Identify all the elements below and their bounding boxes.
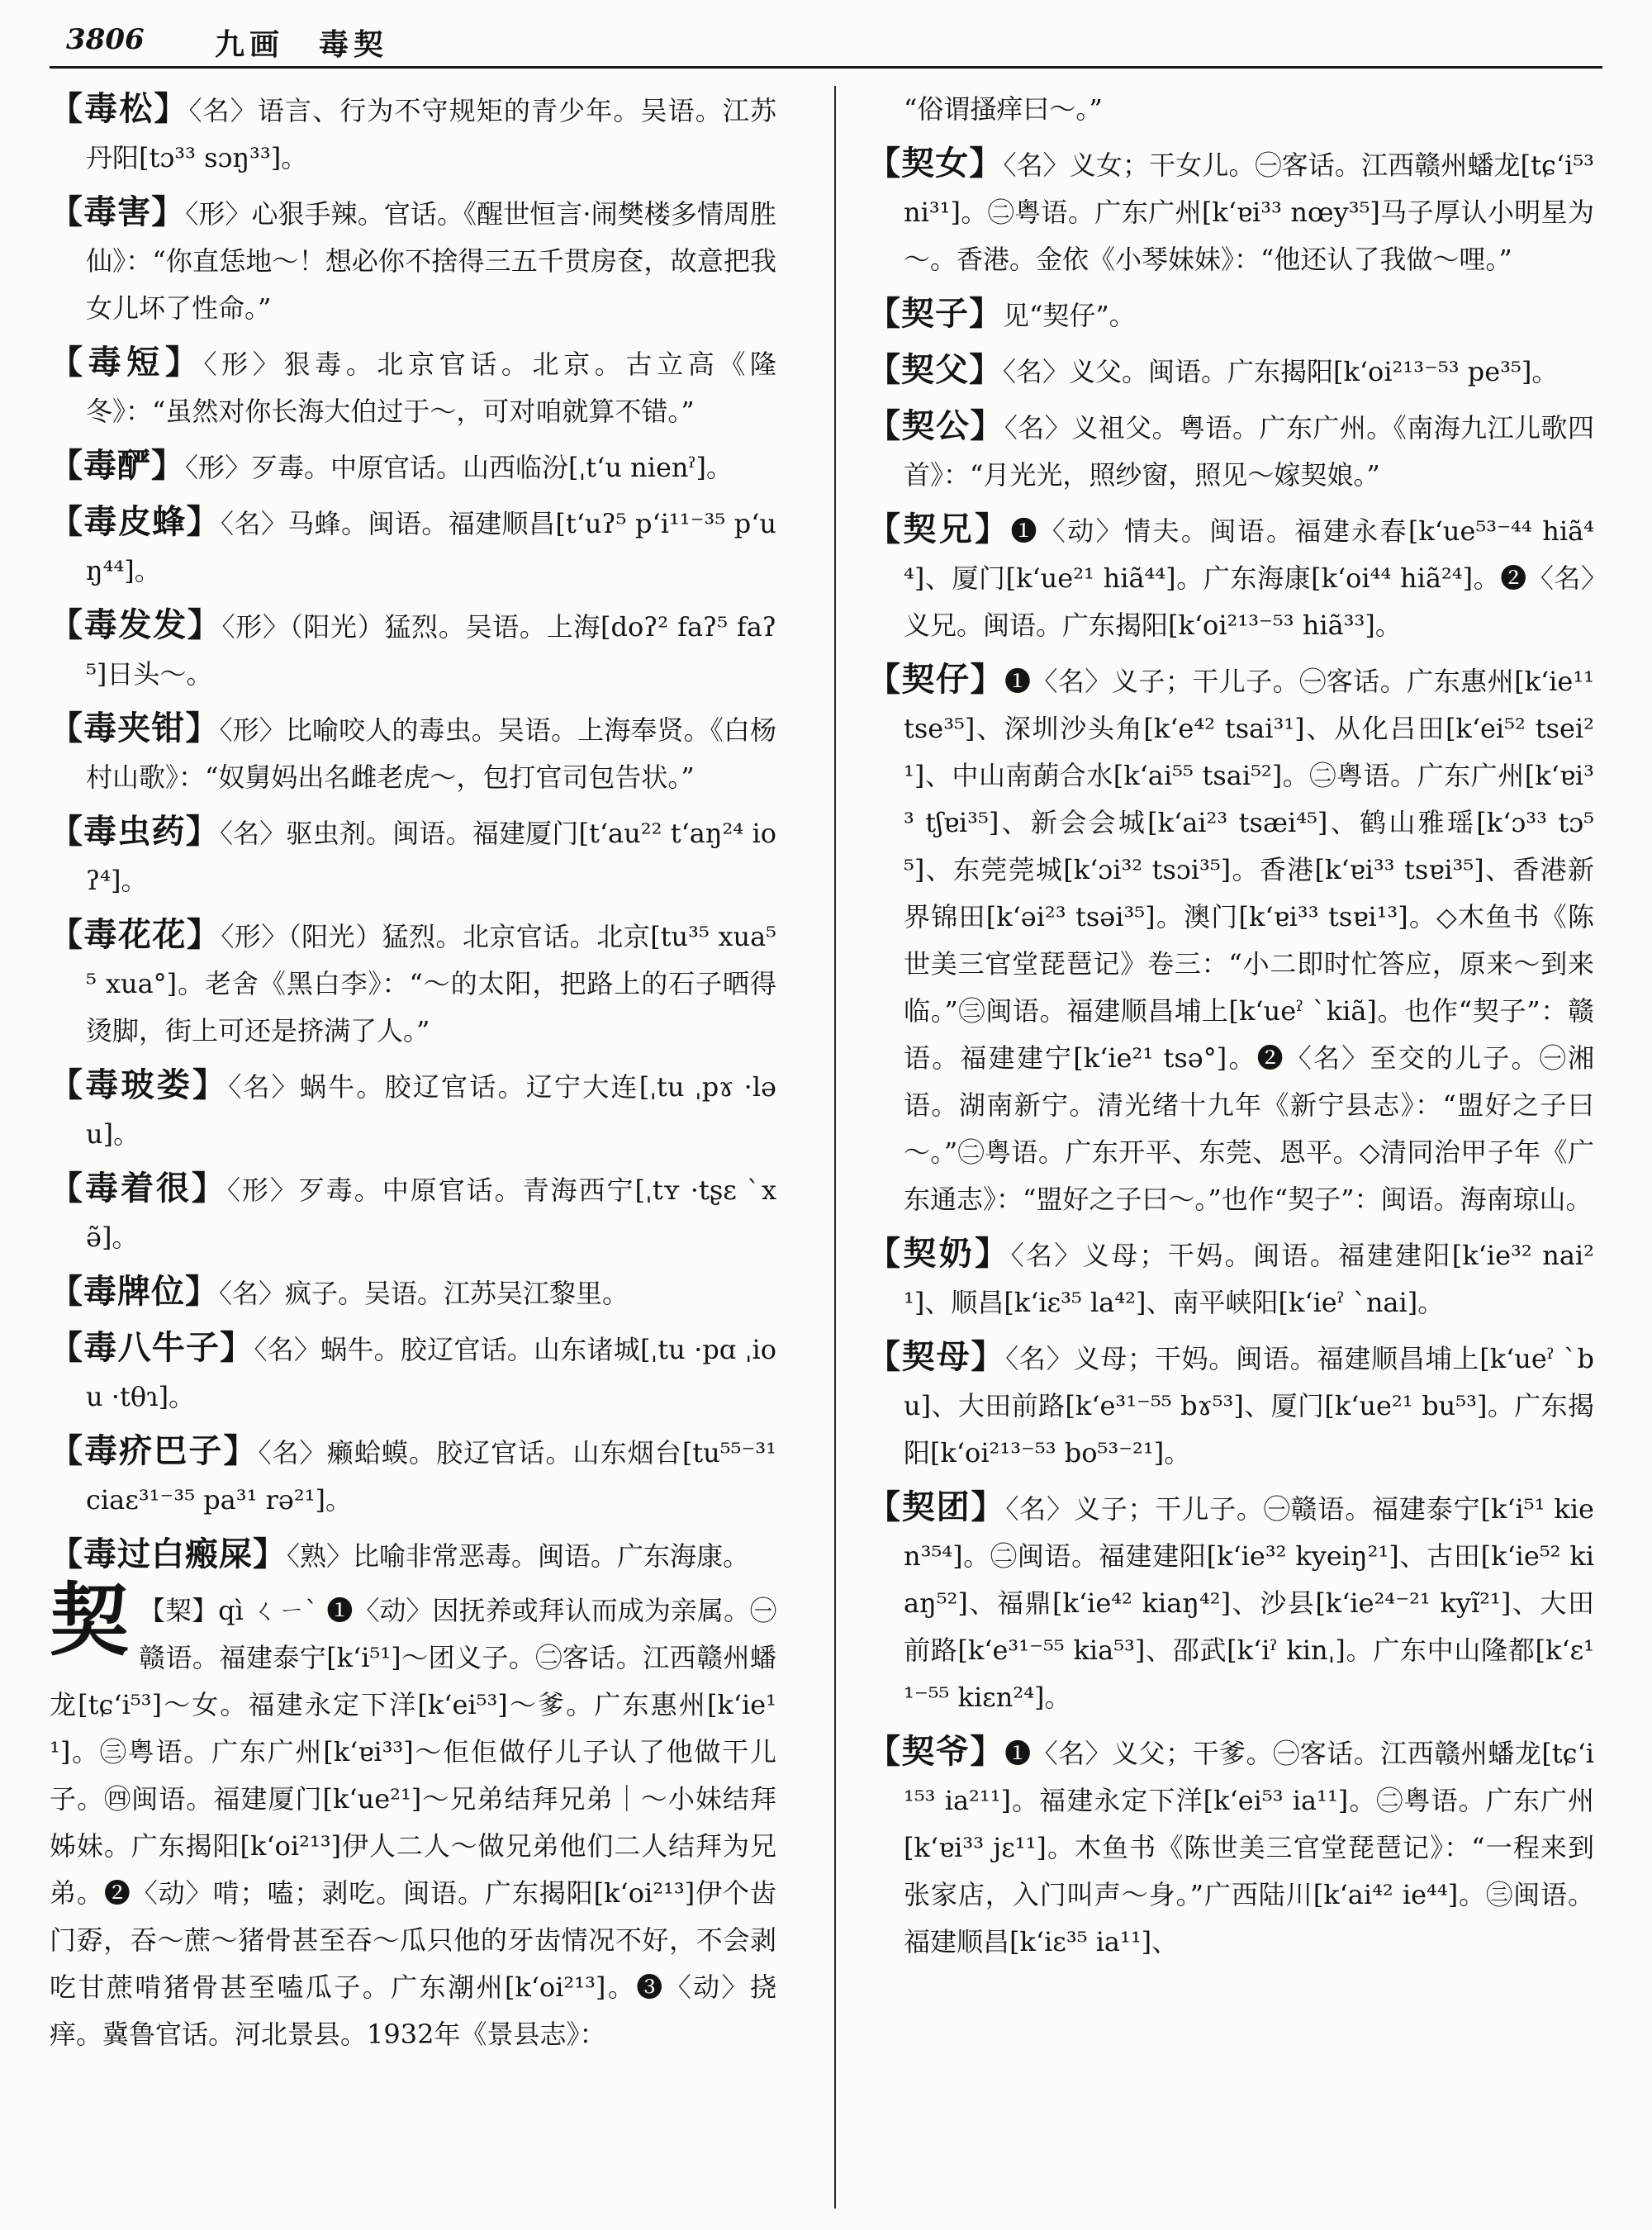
dictionary-entry <box>50 1269 776 1317</box>
character-entry <box>50 1574 776 2058</box>
column-divider <box>834 86 836 2209</box>
entry-definition: ❶〈名〉义父；干爹。㊀客话。江西赣州蟠龙[tɕʻi¹⁵³ ia²¹¹]。福建永定下洋[kʻei⁵³ ia¹¹]。㊁粤语。广东广州[kʻɐi³³ jɛ¹¹]。木鱼书《陈世美三官堂琵琶记》：“一程来到张家店，入门叫声～身。”广西陆川[kʻai⁴² ie⁴⁴]。㊂闽语。福建顺昌[kʻiɛ³⁵ ia¹¹]、 <box>904 1738 1594 1957</box>
left-column <box>50 86 776 2200</box>
dictionary-entry <box>867 657 1594 1223</box>
entry-headword: 【毒牌位】 <box>50 1273 219 1311</box>
dictionary-entry <box>867 1231 1594 1326</box>
entry-continuation <box>867 86 1594 133</box>
entry-headword: 【契子】 <box>867 295 1003 333</box>
entry-headword: 【契女】 <box>867 145 1004 183</box>
entry-headword: 【契母】 <box>867 1338 1006 1376</box>
dictionary-entry <box>50 1062 776 1158</box>
entry-headword: 【毒八牛子】 <box>50 1329 254 1367</box>
entry-definition: 〈名〉义父。闽语。广东揭阳[kʻoi²¹³⁻⁵³ pe³⁵]。 <box>1003 356 1559 387</box>
dictionary-entry <box>50 339 776 435</box>
dictionary-entry <box>50 809 776 904</box>
character-headword: 契 <box>50 1574 129 1667</box>
dictionary-entry <box>50 1428 776 1524</box>
entry-definition: 〈名〉义母；干妈。闽语。福建顺昌埔上[kʻueˀ ˋbu]、大田前路[kʻe³¹⁻⁵⁵ bɤ⁵³]、厦门[kʻue²¹ bu⁵³]。广东揭阳[kʻoi²¹³⁻⁵³ bo⁵³⁻²¹]。 <box>904 1343 1594 1468</box>
entry-definition: ❶〈名〉义子；干儿子。㊀客话。广东惠州[kʻie¹¹ tse³⁵]、深圳沙头角[kʻe⁴² tsai³¹]、从化吕田[kʻei⁵² tsei²¹]、中山南蓢合水[kʻai⁵⁵ tsai⁵²]。㊁粤语。广东广州[kʻɐi³³ tʃɐi³⁵]、新会会城[kʻai²³ tsæi⁴⁵]、鹤山雅瑶[kʻɔ³³ tɔ⁵⁵]、东莞莞城[kʻɔi³² tsɔi³⁵]。香港[kʻɐi³³ tsɐi³⁵]、香港新界锦田[kʻəi²³ tsəi³⁵]。澳门[kʻɐi³³ tsɐi¹³]。◇木鱼书《陈世美三官堂琵琶记》卷三：“小二即时忙答应，原来～到来临。”㊂闽语。福建顺昌埔上[kʻueˀ ˋkiã]。也作“契子”：赣语。福建建宁[kʻie²¹ tsə°]。❷〈名〉至交的儿子。㊀湘语。湖南新宁。清光绪十九年《新宁县志》：“盟好之子曰～。”㊁粤语。广东开平、东莞、恩平。◇清同治甲子年《广东通志》：“盟好之子曰～。”也作“契子”：闽语。海南琼山。 <box>904 666 1594 1215</box>
entry-definition: 〈形〉心狠手辣。官话。《醒世恒言·闹樊楼多情周胜仙》：“你直恁地～！想必你不捨得三五千贯房奁，故意把我女儿坏了性命。” <box>86 198 776 324</box>
running-header <box>50 18 1602 69</box>
entry-definition: 〈形〉歹毒。中原官话。青海西宁[ˌtʏ ·tʂɛ ˋxə̃]。 <box>86 1174 776 1253</box>
entry-headword: 【契爷】 <box>867 1733 1005 1771</box>
character-definition: 【栔】qì ㄑㄧˋ ❶〈动〉因抚养或拜认而成为亲属。㊀赣语。福建泰宁[kʻi⁵¹]～团义子。㊁客话。江西赣州蟠龙[tɕʻi⁵³]～女。福建永定下洋[kʻei⁵³]～爹。广东惠州[kʻie¹¹]。㊂粤语。广东广州[kʻɐi³³]～佢佢做仔儿子认了他做干儿子。㊃闽语。福建厦门[kʻue²¹]～兄弟结拜兄弟｜～小妹结拜姊妹。广东揭阳[kʻoi²¹³]伊人二人～做兄弟他们二人结拜为兄弟。❷〈动〉啃；嗑；剥吃。闽语。广东揭阳[kʻoi²¹³]伊个齿门孬，吞～蔗～猪骨甚至吞～瓜只他的牙齿情况不好，不会剥吃甘蔗啃猪骨甚至嗑瓜子。广东潮州[kʻoi²¹³]。❸〈动〉挠痒。冀鲁官话。河北景县。1932年《景县志》： <box>50 1595 776 2050</box>
entry-headword: 【毒过白瘢屎】 <box>50 1535 287 1573</box>
dictionary-entry <box>867 1729 1594 1966</box>
entry-definition: 〈名〉癞蛤蟆。胶辽官话。山东烟台[tu⁵⁵⁻³¹ ciaɛ³¹⁻³⁵ pa³¹ rə²¹]。 <box>86 1437 776 1516</box>
entry-definition: 〈形〉（阳光）猛烈。吴语。上海[doʔ² faʔ⁵ faʔ⁵]日头～。 <box>86 611 776 690</box>
dictionary-entry <box>50 705 776 801</box>
dictionary-entry <box>50 499 776 595</box>
entry-definition: 〈名〉马蜂。闽语。福建顺昌[tʻuʔ⁵ pʻi¹¹⁻³⁵ pʻuŋ⁴⁴]。 <box>86 508 776 586</box>
entry-headword: 【毒花花】 <box>50 916 221 954</box>
entry-definition: 〈名〉蜗牛。胶辽官话。辽宁大连[ˌtu ˌpɤ ·ləu]。 <box>86 1071 776 1150</box>
entry-headword: 【毒虫药】 <box>50 813 220 851</box>
entry-definition: 〈名〉疯子。吴语。江苏吴江黎里。 <box>219 1278 629 1309</box>
entry-headword: 【契奶】 <box>867 1235 1011 1273</box>
entry-definition: 〈熟〉比喻非常恶毒。闽语。广东海康。 <box>287 1540 750 1572</box>
entry-headword: 【毒发发】 <box>50 606 222 644</box>
dictionary-entry <box>867 506 1594 649</box>
section-title: 九画 毒契 <box>215 28 389 62</box>
entry-definition: 〈名〉语言、行为不守规矩的青少年。吴语。江苏丹阳[tɔ³³ sɔŋ³³]。 <box>86 95 776 173</box>
entry-definition: 〈名〉驱虫剂。闽语。福建厦门[tʻau²² tʻaŋ²⁴ ioʔ⁴]。 <box>86 818 776 896</box>
dictionary-entry <box>50 1325 776 1421</box>
dictionary-entry <box>50 189 776 332</box>
dictionary-entry <box>867 140 1594 283</box>
dictionary-entry <box>50 1165 776 1261</box>
dictionary-entry <box>867 1334 1594 1477</box>
entry-headword: 【毒害】 <box>50 193 186 231</box>
dictionary-entry <box>867 1484 1594 1721</box>
entry-headword: 【毒松】 <box>50 90 189 128</box>
entry-headword: 【毒短】 <box>50 344 204 382</box>
dictionary-entry <box>50 443 776 491</box>
dictionary-entry <box>50 1531 776 1580</box>
entry-definition: 〈名〉义祖父。粤语。广东广州。《南海九江儿歌四首》：“月光光，照纱窗，照见～嫁契娘。” <box>904 412 1594 491</box>
entry-headword: 【契父】 <box>867 351 1003 389</box>
entry-definition: 〈形〉歹毒。中原官话。山西临汾[ˌtʻu nienˀ]。 <box>185 452 733 483</box>
dictionary-entry <box>50 602 776 698</box>
entry-definition: 〈名〉蜗牛。胶辽官话。山东诸城[ˌtu ·pɑ ˌiou ·tθɿ]。 <box>86 1334 776 1412</box>
entry-headword: 【契兄】 <box>867 510 1011 548</box>
entry-definition: 〈名〉义母；干妈。闽语。福建建阳[kʻie³² nai²¹]、顺昌[kʻiɛ³⁵ la⁴²]、南平峡阳[kʻieˀ ˋnai]。 <box>904 1240 1594 1318</box>
entry-headword: 【毒夹钳】 <box>50 709 220 747</box>
page-number: 3806 <box>66 23 145 56</box>
dictionary-entry <box>50 912 776 1055</box>
dictionary-entry <box>867 403 1594 499</box>
entry-definition: 〈名〉义子；干儿子。㊀赣语。福建泰宁[kʻi⁵¹ kien³⁵⁴]。㊁闽语。福建建阳[kʻie³² kyeiŋ²¹]、古田[kʻie⁵² kiaŋ⁵²]、福鼎[kʻie⁴² kiaŋ⁴²]、沙县[kʻie²⁴⁻²¹ kyĩ²¹]、大田前路[kʻe³¹⁻⁵⁵ kia⁵³]、邵武[kʻiˀ kinˌ]。广东中山隆都[kʻɛ¹¹⁻⁵⁵ kiɛn²⁴]。 <box>904 1493 1594 1713</box>
entry-definition: 〈名〉义女；干女儿。㊀客话。江西赣州蟠龙[tɕʻi⁵³ ni³¹]。㊁粤语。广东广州[kʻɐi³³ nœy³⁵]马子厚认小明星为～。香港。金依《小琴妹妹》：“他还认了我做～哩。” <box>904 149 1594 275</box>
entry-definition: 见“契仔”。 <box>1003 300 1136 331</box>
entry-definition: ❶〈动〉情夫。闽语。福建永春[kʻue⁵³⁻⁴⁴ hiã⁴⁴]、厦门[kʻue²¹ hiã⁴⁴]。广东海康[kʻoi⁴⁴ hiã²⁴]。❷〈名〉义兄。闽语。广东揭阳[kʻoi²¹³⁻⁵³ hiã³³]。 <box>904 515 1594 641</box>
entry-headword: 【毒酽】 <box>50 447 185 485</box>
dictionary-entry <box>867 291 1594 339</box>
entry-headword: 【毒疥巴子】 <box>50 1432 259 1470</box>
entry-definition: 〈形〉（阳光）猛烈。北京官话。北京[tu³⁵ xua⁵⁵ xua°]。老舍《黑白李》：“～的太阳，把路上的石子晒得烫脚，街上可还是挤满了人。” <box>86 921 776 1046</box>
entry-headword: 【契团】 <box>867 1488 1006 1526</box>
entry-definition: 〈形〉狠毒。北京官话。北京。古立高《隆冬》：“虽然对你长海大伯过于～，可对咱就算不错。” <box>86 349 776 427</box>
dictionary-entry <box>867 347 1594 396</box>
entry-headword: 【毒着很】 <box>50 1170 227 1208</box>
entry-definition: “俗谓搔痒曰～。” <box>904 93 1103 125</box>
entry-headword: 【契仔】 <box>867 661 1004 699</box>
entry-definition: 〈形〉比喻咬人的毒虫。吴语。上海奉贤。《白杨村山歌》：“奴舅妈出名雌老虎～，包打官司包告状。” <box>86 714 776 793</box>
dictionary-entry <box>50 86 776 182</box>
entry-headword: 【契公】 <box>867 407 1004 445</box>
entry-headword: 【毒皮蜂】 <box>50 503 221 541</box>
entry-headword: 【毒玻娄】 <box>50 1066 229 1104</box>
right-column <box>867 86 1594 2200</box>
